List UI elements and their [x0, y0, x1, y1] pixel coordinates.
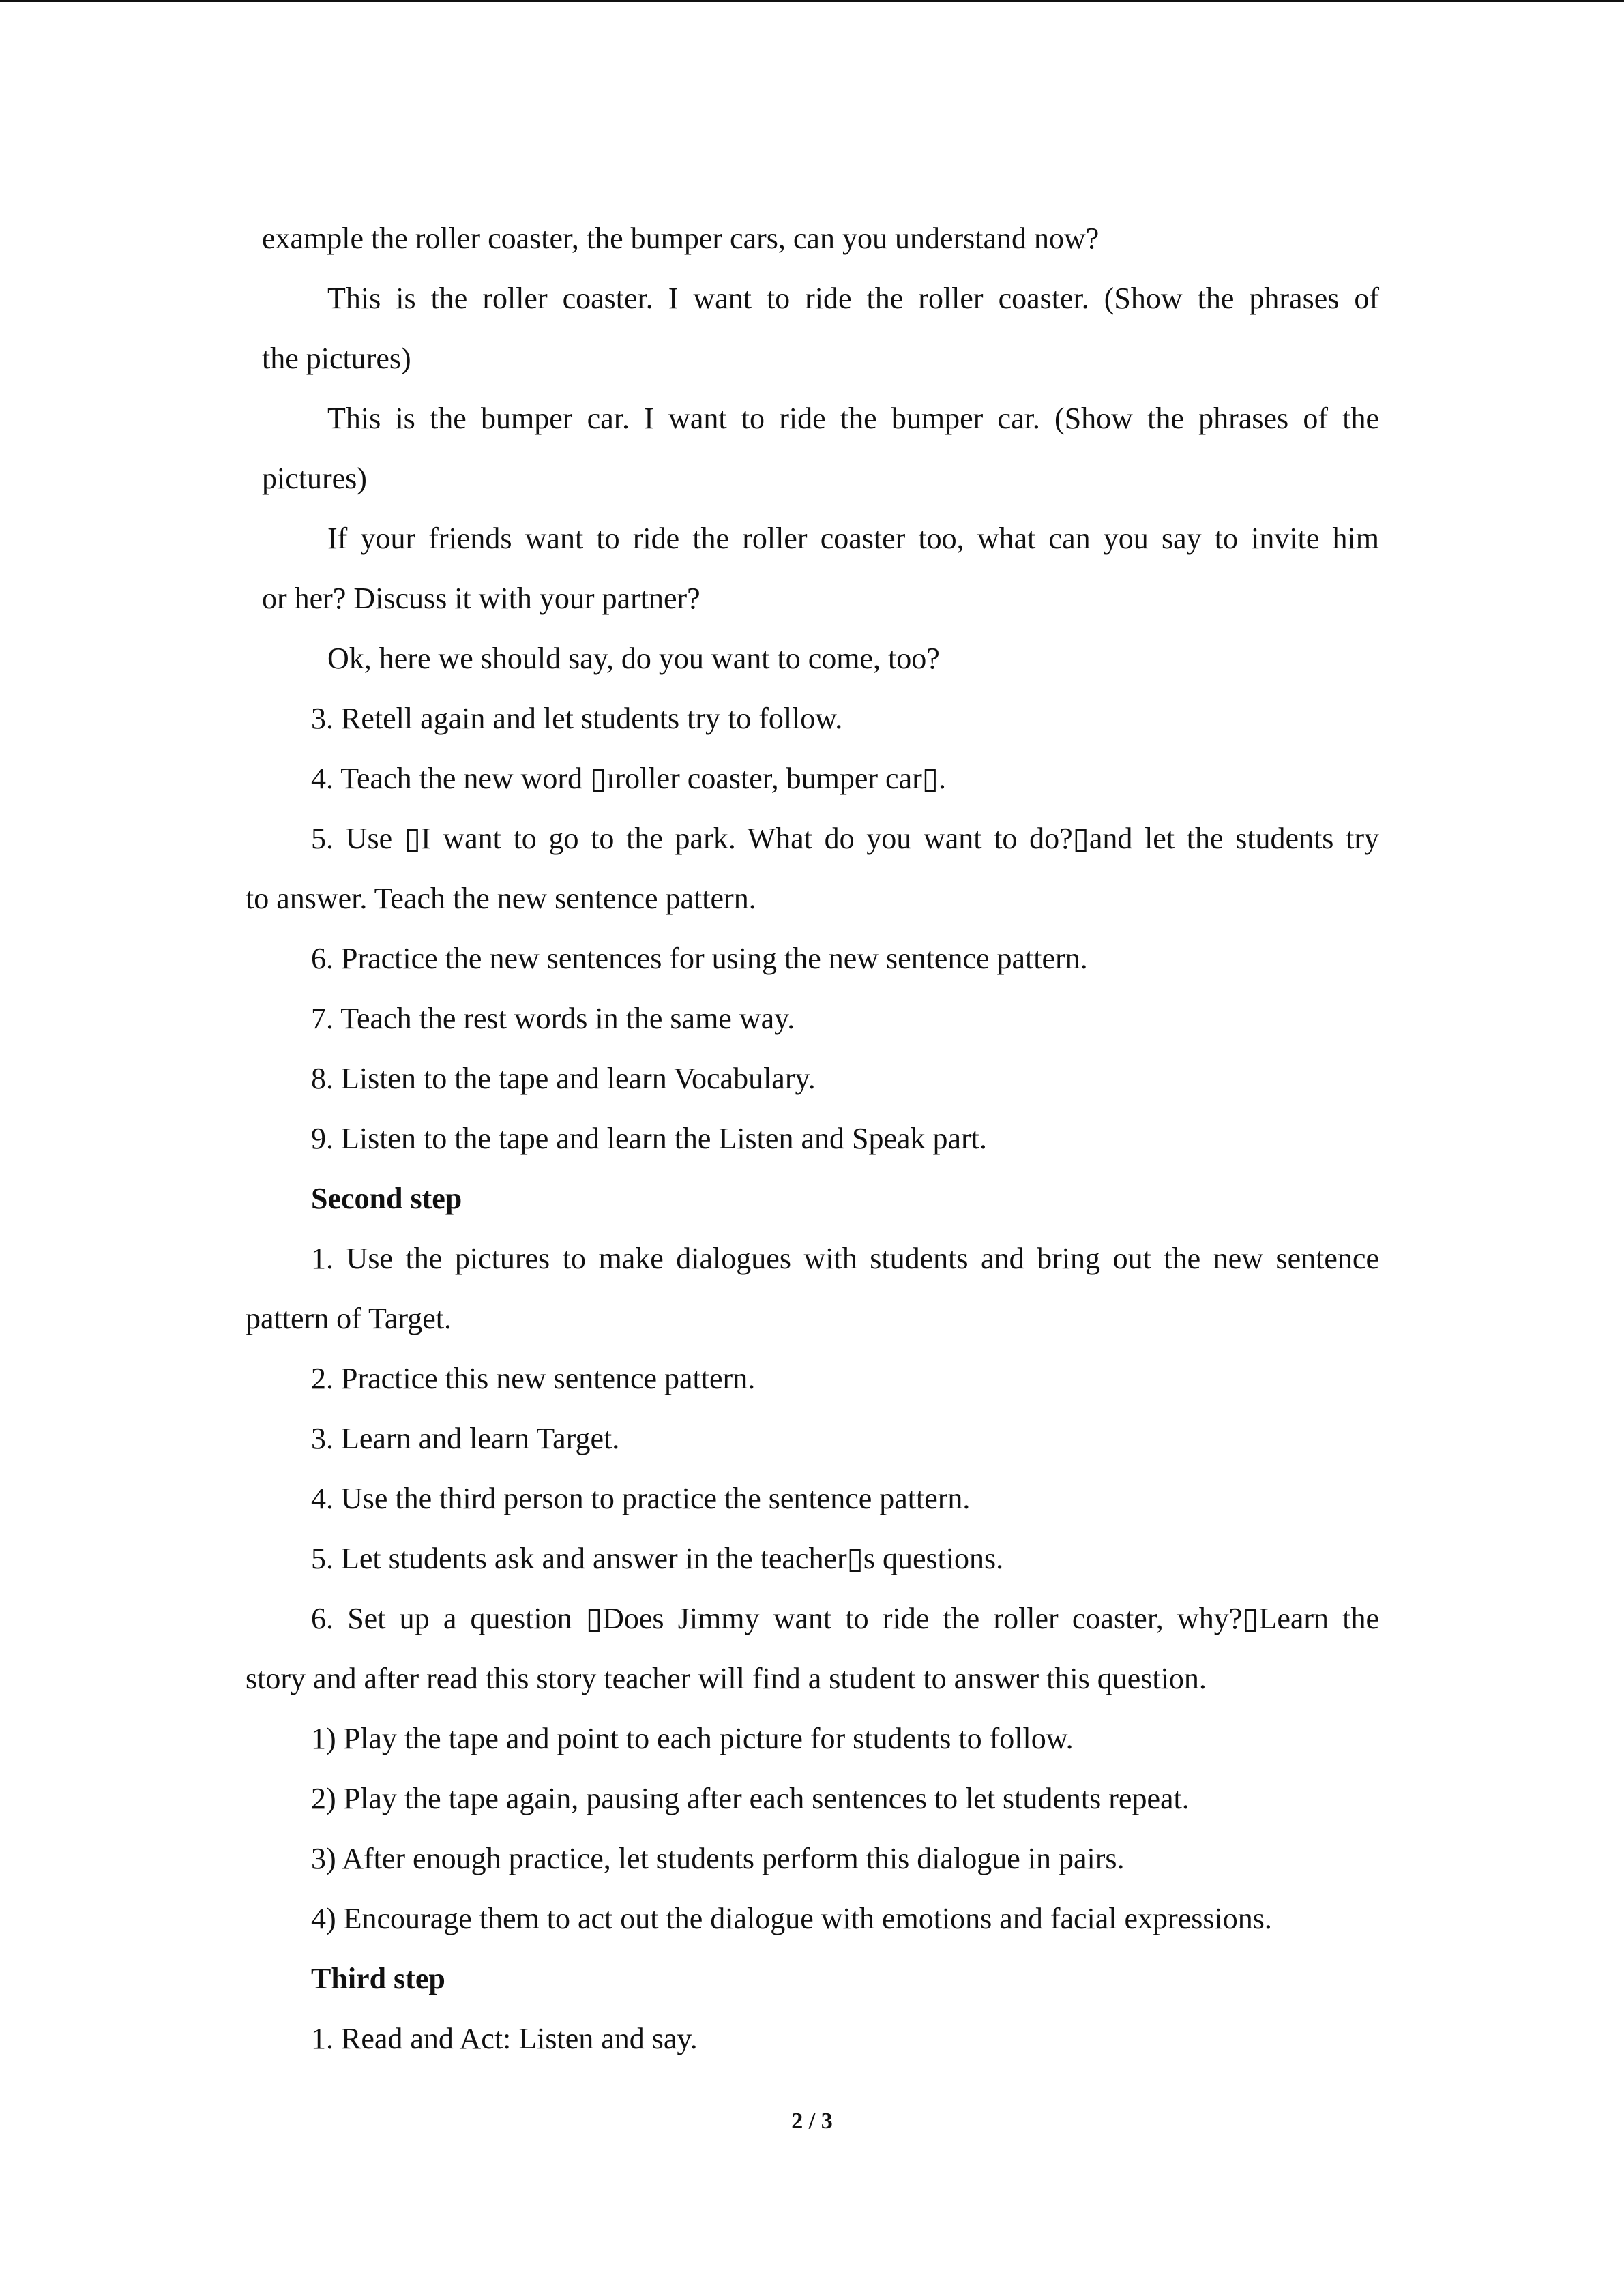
text-line: the pictures) [262, 342, 411, 375]
text-line: to answer. Teach the new sentence pattern. [246, 882, 756, 915]
text-line: This is the bumper car. I want to ride the bumper car. (Show the phrases of the [327, 402, 1379, 435]
text-line: Ok, here we should say, do you want to come, too? [327, 642, 940, 675]
list-item: 1. Read and Act: Listen and say. [311, 2022, 698, 2055]
list-item: 7. Teach the rest words in the same way. [311, 1002, 795, 1035]
sub-list-item: 4) Encourage them to act out the dialogue with emotions and facial expressions. [311, 1902, 1272, 1935]
text-line: story and after read this story teacher will find a student to answer this question. [246, 1662, 1207, 1695]
list-item: 5. Use ▯I want to go to the park. What do you want to do?▯and let the students try [311, 822, 1379, 855]
text-line: or her? Discuss it with your partner? [262, 582, 700, 615]
sub-list-item: 2) Play the tape again, pausing after each sentences to let students repeat. [311, 1782, 1190, 1815]
text-line: pictures) [262, 462, 367, 495]
list-item: 2. Practice this new sentence pattern. [311, 1362, 756, 1395]
text-line: If your friends want to ride the roller coaster too, what can you say to invite him [327, 522, 1379, 555]
page-number: 2 / 3 [791, 2108, 833, 2134]
list-item: 8. Listen to the tape and learn Vocabulary. [311, 1062, 816, 1095]
list-item: 6. Practice the new sentences for using the new sentence pattern. [311, 942, 1088, 975]
text-line: This is the roller coaster. I want to ride the roller coaster. (Show the phrases of [327, 282, 1379, 315]
top-border [0, 0, 1624, 2]
text-line: pattern of Target. [246, 1302, 452, 1335]
list-item: 3. Learn and learn Target. [311, 1422, 620, 1455]
text-line: example the roller coaster, the bumper cars, can you understand now? [262, 222, 1099, 255]
section-heading: Third step [311, 1962, 445, 1995]
list-item: 4. Use the third person to practice the sentence pattern. [311, 1482, 971, 1515]
sub-list-item: 3) After enough practice, let students perform this dialogue in pairs. [311, 1842, 1125, 1875]
list-item: 1. Use the pictures to make dialogues with students and bring out the new sentence [311, 1242, 1379, 1275]
list-item: 3. Retell again and let students try to follow. [311, 702, 843, 735]
list-item: 5. Let students ask and answer in the teacher▯s questions. [311, 1542, 1004, 1575]
list-item: 4. Teach the new word ▯ıroller coaster, bumper car▯. [311, 762, 946, 795]
section-heading: Second step [311, 1182, 462, 1215]
list-item: 6. Set up a question ▯Does Jimmy want to ride the roller coaster, why?▯Learn the [311, 1602, 1379, 1635]
sub-list-item: 1) Play the tape and point to each picture for students to follow. [311, 1722, 1074, 1755]
list-item: 9. Listen to the tape and learn the Listen and Speak part. [311, 1122, 987, 1155]
